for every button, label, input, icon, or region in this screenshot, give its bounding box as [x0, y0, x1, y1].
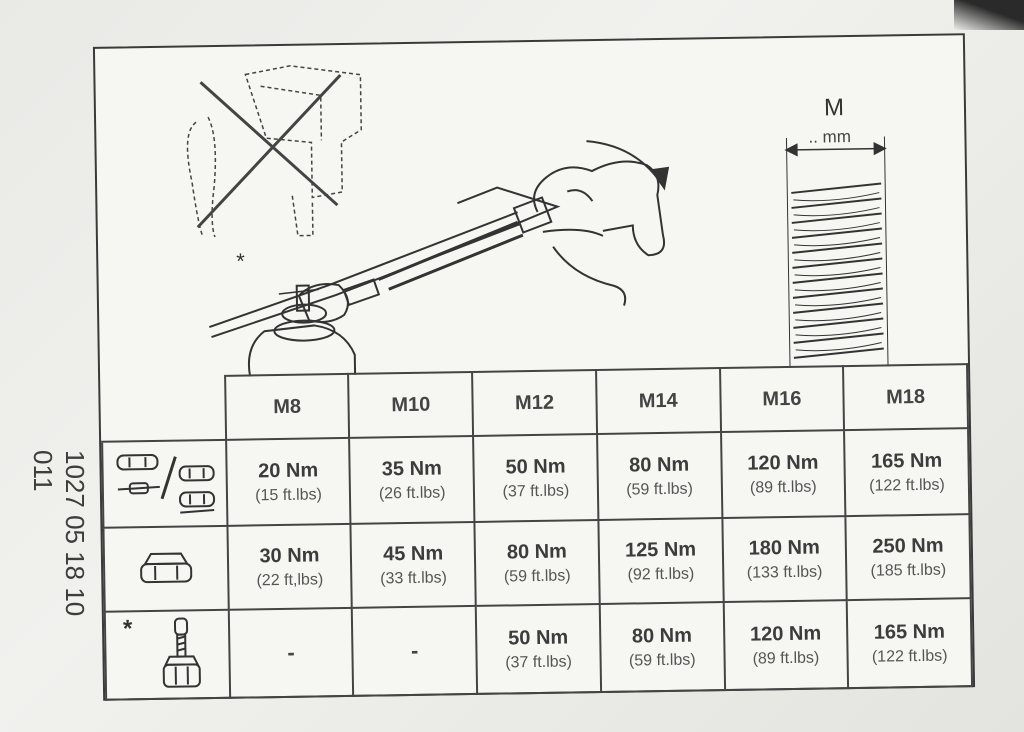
table-row: [102, 428, 969, 528]
torque-cell: 180 Nm (133 ft.lbs): [722, 516, 847, 602]
rotation-arrow-icon: [586, 140, 668, 189]
torque-cell: 45 Nm (33 ft.lbs): [351, 522, 476, 608]
table-row: [105, 598, 972, 700]
torque-cell: 80 Nm (59 ft.lbs): [475, 520, 600, 606]
background-edge: [954, 0, 1024, 30]
header-m16: M16: [720, 366, 845, 432]
header-m8: M8: [225, 374, 350, 440]
flange-nut-icon: [131, 541, 202, 592]
bolt-thread-icon: [786, 93, 888, 368]
torque-cell: 35 Nm (26 ft.lbs): [349, 436, 474, 524]
torque-wrench-illustration: [95, 35, 968, 384]
header-blank-cell: [101, 376, 226, 442]
row-icon-cell: [105, 610, 230, 700]
torque-cell: 165 Nm (122 ft.lbs): [844, 428, 969, 516]
row-icon-cell: [103, 526, 228, 612]
wheel-nut-types-icon: [109, 445, 220, 517]
bolt-size-label: M: [823, 94, 845, 122]
asterisk-marker: *: [122, 615, 133, 643]
document-code: [10, 450, 90, 680]
torque-table: [100, 363, 973, 701]
torque-cell: -: [352, 606, 477, 696]
torque-cell: 250 Nm (185 ft.lbs): [846, 514, 971, 600]
torque-cell: 120 Nm (89 ft.lbs): [721, 430, 846, 518]
torque-cell: 30 Nm (22 ft,lbs): [227, 524, 352, 610]
torque-cell: 50 Nm (37 ft.lbs): [473, 434, 598, 522]
torque-cell: 80 Nm (59 ft.lbs): [597, 432, 722, 520]
torque-cell: 50 Nm (37 ft.lbs): [476, 604, 601, 694]
torque-cell: 125 Nm (92 ft.lbs): [598, 518, 723, 604]
torque-cell: 20 Nm (15 ft.lbs): [226, 438, 351, 526]
header-m10: M10: [348, 372, 473, 438]
hand-icon: [533, 161, 665, 307]
table-row: [103, 514, 970, 612]
header-m18: M18: [843, 364, 968, 430]
header-m14: M14: [596, 368, 721, 434]
torque-spec-sheet: [93, 33, 975, 701]
nut-assembly-icon: [248, 285, 355, 377]
asterisk-marker: *: [236, 248, 246, 274]
crossed-out-wrench-icon: [186, 65, 363, 238]
torque-wrench-icon: [207, 187, 559, 337]
header-m12: M12: [472, 370, 597, 436]
torque-cell: 120 Nm (89 ft.lbs): [723, 600, 848, 690]
torque-cell: -: [228, 608, 353, 698]
torque-cell: 165 Nm (122 ft.lbs): [847, 598, 972, 688]
document-code-line-1: 1027 05 18 10: [60, 450, 90, 617]
torque-cell: 80 Nm (59 ft.lbs): [600, 602, 725, 692]
row-icon-cell: [102, 440, 227, 528]
document-code-line-2: 011: [28, 450, 58, 492]
ball-joint-stud-icon: [151, 614, 212, 695]
bolt-dimension-label: .. mm: [808, 126, 852, 147]
